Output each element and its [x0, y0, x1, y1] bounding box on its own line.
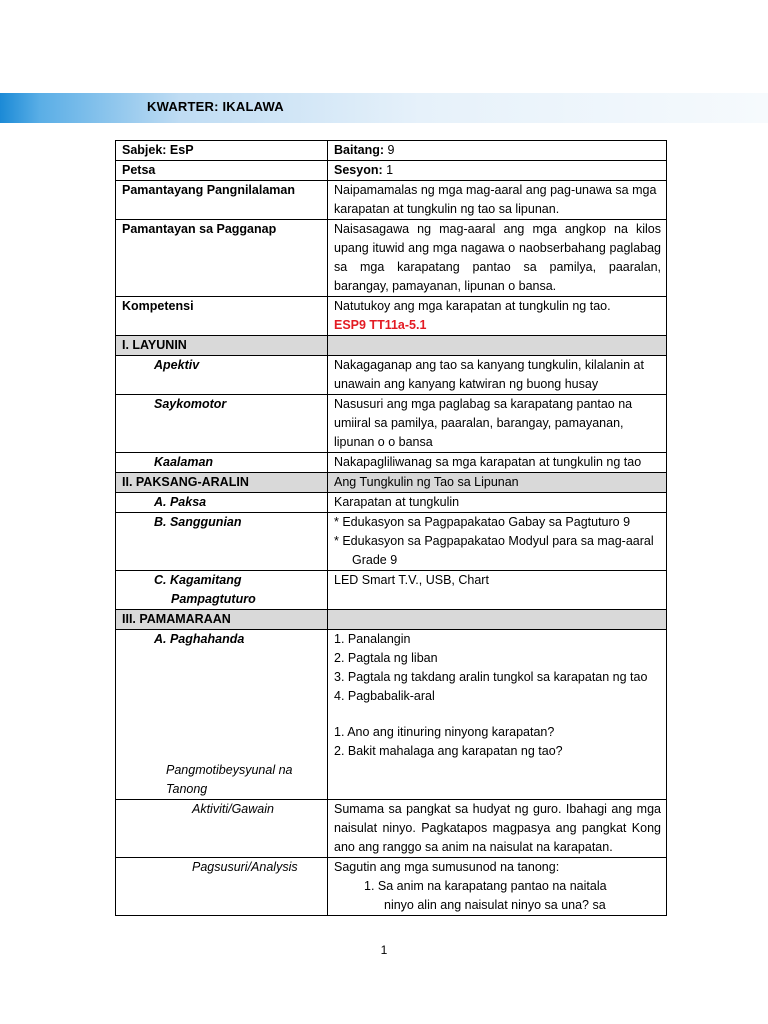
preparation-label: A. Paghahanda: [154, 632, 245, 646]
topic-text: Karapatan at tungkulin: [328, 493, 667, 513]
grade-cell: [328, 141, 667, 161]
table-row: [116, 356, 667, 395]
activity-label: Aktiviti/Gawain: [116, 800, 328, 858]
content-standard-label: Pamantayang Pangnilalaman: [116, 181, 328, 220]
cognitive-text: Nakapagliliwanag sa mga karapatan at tungkulin ng tao: [328, 453, 667, 473]
list-item: 2. Pagtala ng liban: [334, 651, 438, 665]
list-item: 2. Bakit mahalaga ang karapatan ng tao?: [334, 744, 563, 758]
analysis-intro: Sagutin ang mga sumusunod na tanong:: [334, 860, 560, 874]
grade-value: 9: [387, 143, 395, 157]
table-row: [116, 493, 667, 513]
performance-standard-label: Pamantayan sa Pagganap: [116, 220, 328, 297]
table-row: [116, 161, 667, 181]
table-row: [116, 395, 667, 453]
materials-label-line2: Pampagtuturo: [171, 592, 256, 606]
preparation-cell: [116, 630, 328, 800]
content-standard-text: Naipamamalas ng mga mag-aaral ang pag-unawa sa mga karapatan at tungkulin ng tao sa lipunan.: [328, 181, 667, 220]
performance-standard-text: Naisasagawa ng mag-aaral ang mga angkop na kilos upang ituwid ang mga nagawa o naobserbahang paglabag sa mga karapatang pantao sa pamilya, paaralan, barangay, pamayanan, lipunan o bansa.: [328, 220, 667, 297]
list-item: 4. Pagbabalik-aral: [334, 689, 435, 703]
references-cell: [328, 513, 667, 571]
quarter-title: KWARTER: IKALAWA: [147, 99, 284, 114]
table-row: [116, 571, 667, 610]
subject-matter-text: Ang Tungkulin ng Tao sa Lipunan: [328, 473, 667, 493]
table-row: [116, 513, 667, 571]
materials-label-line1: C. Kagamitang: [154, 573, 242, 587]
date-label: Petsa: [116, 161, 328, 181]
objectives-heading: I. LAYUNIN: [116, 336, 328, 356]
affective-label: Apektiv: [116, 356, 328, 395]
quarter-header-band: [0, 93, 768, 123]
lesson-plan-table: [115, 140, 667, 916]
session-label: Sesyon:: [334, 163, 383, 177]
subject-matter-heading: II. PAKSANG-ARALIN: [116, 473, 328, 493]
reference-item: * Edukasyon sa Pagpapakatao Modyul para sa mag-aaral Grade 9: [334, 534, 654, 567]
table-row: [116, 141, 667, 161]
table-row: [116, 220, 667, 297]
materials-label: [116, 571, 328, 610]
analysis-cell: [328, 858, 667, 916]
page-number: 1: [380, 943, 388, 957]
table-row: [116, 858, 667, 916]
psychomotor-text: Nasusuri ang mga paglabag sa karapatang pantao na umiiral sa pamilya, paaralan, barangay, pamayanan, lipunan o o bansa: [328, 395, 667, 453]
list-item: 1. Panalangin: [334, 632, 411, 646]
table-row: [116, 453, 667, 473]
grade-label: Baitang:: [334, 143, 384, 157]
competency-text: Natutukoy ang mga karapatan at tungkulin ng tao.: [334, 299, 611, 313]
reference-item: * Edukasyon sa Pagpapakatao Gabay sa Pagtuturo 9: [334, 515, 631, 529]
competency-code: ESP9 TT11a-5.1: [334, 318, 427, 332]
analysis-label: Pagsusuri/Analysis: [116, 858, 328, 916]
psychomotor-label: Saykomotor: [116, 395, 328, 453]
procedure-heading: III. PAMAMARAAN: [116, 610, 328, 630]
analysis-question-cont: ninyo alin ang naisulat ninyo sa una? sa: [384, 898, 606, 912]
list-item: 1. Ano ang itinuring ninyong karapatan?: [334, 725, 555, 739]
section-row: [116, 610, 667, 630]
motivation-label: Pangmotibeysyunal na Tanong: [166, 763, 293, 796]
section-row: [116, 336, 667, 356]
references-label: B. Sanggunian: [116, 513, 328, 571]
materials-text: LED Smart T.V., USB, Chart: [328, 571, 667, 610]
topic-label: A. Paksa: [116, 493, 328, 513]
table-row: [116, 630, 667, 800]
table-row: [116, 800, 667, 858]
activity-text: Sumama sa pangkat sa hudyat ng guro. Ibahagi ang mga naisulat ninyo. Pagkatapos magpasya ang pangkat Kong ano ang ranggo sa anim na naisulat na karapatan.: [328, 800, 667, 858]
table-row: [116, 181, 667, 220]
analysis-question: 1. Sa anim na karapatang pantao na naitala: [364, 879, 607, 893]
empty-cell: [328, 336, 667, 356]
subject-cell: Sabjek: EsP: [116, 141, 328, 161]
table-row: [116, 297, 667, 336]
affective-text: Nakagaganap ang tao sa kanyang tungkulin, kilalanin at unawain ang kanyang katwiran ng buong husay: [328, 356, 667, 395]
cognitive-label: Kaalaman: [116, 453, 328, 473]
competency-label: Kompetensi: [116, 297, 328, 336]
preparation-list: [328, 630, 667, 800]
empty-cell: [328, 610, 667, 630]
list-item: 3. Pagtala ng takdang aralin tungkol sa karapatan ng tao: [334, 670, 648, 684]
section-row: [116, 473, 667, 493]
competency-cell: [328, 297, 667, 336]
session-value: 1: [386, 163, 394, 177]
session-cell: [328, 161, 667, 181]
